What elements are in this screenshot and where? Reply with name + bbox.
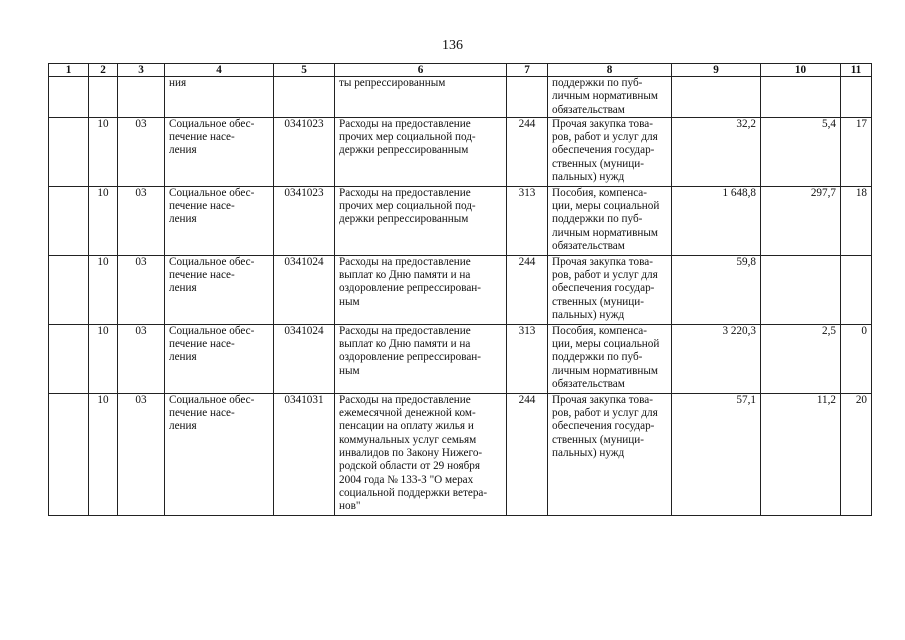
cell-col1	[49, 255, 89, 324]
cell-col3: 03	[118, 324, 165, 393]
cell-type-code: 313	[507, 324, 548, 393]
column-header: 5	[274, 64, 335, 77]
cell-col3: 03	[118, 393, 165, 515]
column-header: 7	[507, 64, 548, 77]
cell-amount: 59,8	[672, 255, 761, 324]
cell-amount: 1 648,8	[672, 186, 761, 255]
column-header: 1	[49, 64, 89, 77]
cell-col1	[49, 393, 89, 515]
column-header: 11	[841, 64, 872, 77]
cell-col2: 10	[89, 393, 118, 515]
cell-percent: 0	[841, 324, 872, 393]
cell-code: 0341024	[274, 255, 335, 324]
cell-amount-2	[761, 255, 841, 324]
column-header: 2	[89, 64, 118, 77]
cell-amount: 32,2	[672, 117, 761, 186]
cell-section: Социальное обес- печение насе- ления	[165, 324, 274, 393]
cell-type-code: 244	[507, 255, 548, 324]
cell-expense-type: поддержки по пуб- личным нормативным обязательствам	[548, 77, 672, 118]
cell-col3: 03	[118, 255, 165, 324]
cell-col3: 03	[118, 186, 165, 255]
cell-percent: 18	[841, 186, 872, 255]
cell-amount-2: 5,4	[761, 117, 841, 186]
cell-code: 0341024	[274, 324, 335, 393]
cell-section: Социальное обес- печение насе- ления	[165, 117, 274, 186]
cell-percent	[841, 255, 872, 324]
cell-description: Расходы на предоставление выплат ко Дню памяти и на оздоровление репрессирован- ным	[335, 255, 507, 324]
cell-description: Расходы на предоставление прочих мер социальной под- держки репрессированным	[335, 186, 507, 255]
cell-amount-2: 297,7	[761, 186, 841, 255]
cell-amount: 57,1	[672, 393, 761, 515]
cell-expense-type: Пособия, компенса- ции, меры социальной поддержки по пуб- личным нормативным обязательствам	[548, 324, 672, 393]
cell-code: 0341023	[274, 186, 335, 255]
cell-description: Расходы на предоставление выплат ко Дню памяти и на оздоровление репрессирован- ным	[335, 324, 507, 393]
cell-col2: 10	[89, 255, 118, 324]
cell-description: Расходы на предоставление ежемесячной денежной ком- пенсации на оплату жилья и коммунальных услуг семьям инвалидов по Закону Нижего- родской области от 29 ноября 2004 года № 133-З "О мерах социальной поддержки ветера- нов"	[335, 393, 507, 515]
cell-expense-type: Прочая закупка това- ров, работ и услуг для обеспечения государ- ственных (муници- пальных) нужд	[548, 393, 672, 515]
column-header: 6	[335, 64, 507, 77]
cell-code: 0341031	[274, 393, 335, 515]
header-row	[49, 64, 872, 77]
cell-col2: 10	[89, 324, 118, 393]
table-row	[49, 186, 872, 255]
cell-section: Социальное обес- печение насе- ления	[165, 393, 274, 515]
cell-type-code: 244	[507, 117, 548, 186]
cell-type-code: 313	[507, 186, 548, 255]
cell-amount-2: 11,2	[761, 393, 841, 515]
cell-expense-type: Прочая закупка това- ров, работ и услуг для обеспечения государ- ственных (муници- пальных) нужд	[548, 117, 672, 186]
cell-percent: 20	[841, 393, 872, 515]
table-row	[49, 324, 872, 393]
column-header: 9	[672, 64, 761, 77]
cell-description: ты репрессированным	[335, 77, 507, 118]
cell-amount-2: 2,5	[761, 324, 841, 393]
cell-amount: 3 220,3	[672, 324, 761, 393]
cell-col1	[49, 186, 89, 255]
column-header: 3	[118, 64, 165, 77]
table-row	[49, 393, 872, 515]
cell-expense-type: Прочая закупка това- ров, работ и услуг для обеспечения государ- ственных (муници- пальных) нужд	[548, 255, 672, 324]
cell-type-code: 244	[507, 393, 548, 515]
cell-section: Социальное обес- печение насе- ления	[165, 186, 274, 255]
column-header: 10	[761, 64, 841, 77]
page-number: 136	[442, 38, 463, 53]
cell-section: Социальное обес- печение насе- ления	[165, 255, 274, 324]
cell-description: Расходы на предоставление прочих мер социальной под- держки репрессированным	[335, 117, 507, 186]
cell-col1	[49, 324, 89, 393]
cell-col2: 10	[89, 117, 118, 186]
cell-col1	[49, 117, 89, 186]
cell-expense-type: Пособия, компенса- ции, меры социальной поддержки по пуб- личным нормативным обязательствам	[548, 186, 672, 255]
budget-table	[48, 63, 872, 516]
cell-section: ния	[165, 77, 274, 118]
cell-col2: 10	[89, 186, 118, 255]
column-header: 4	[165, 64, 274, 77]
column-header: 8	[548, 64, 672, 77]
table-row	[49, 117, 872, 186]
continuation-row	[49, 77, 872, 118]
table-row	[49, 255, 872, 324]
cell-code: 0341023	[274, 117, 335, 186]
cell-col3: 03	[118, 117, 165, 186]
cell-percent: 17	[841, 117, 872, 186]
